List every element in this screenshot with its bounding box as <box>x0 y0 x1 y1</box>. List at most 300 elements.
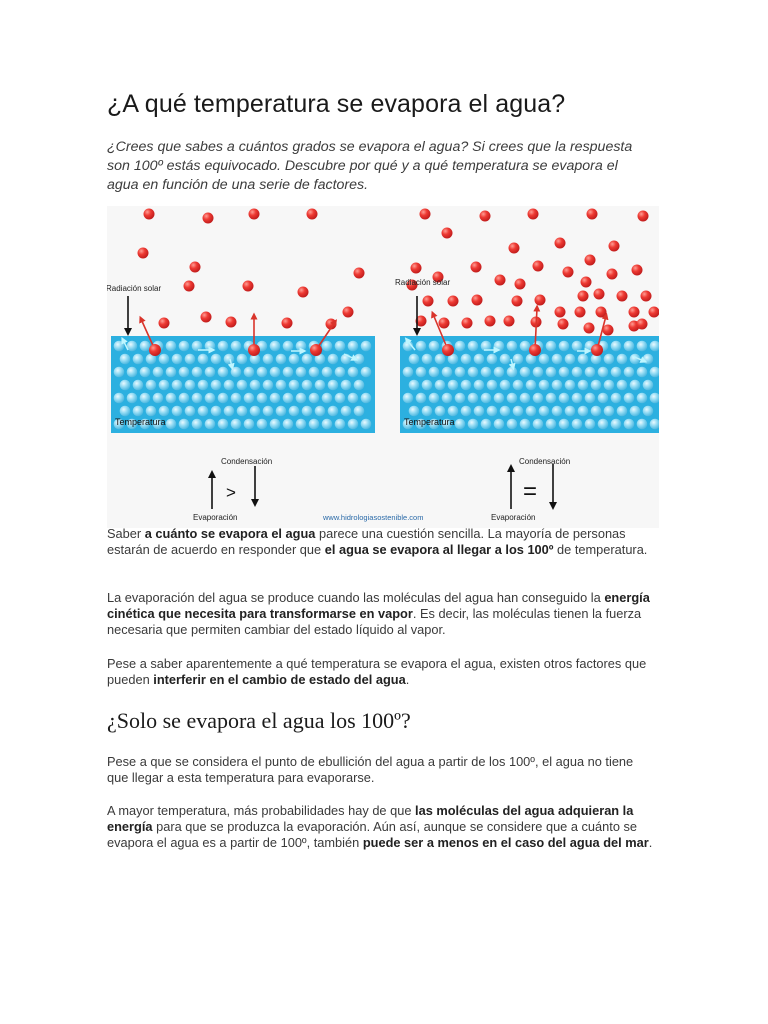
water-molecule <box>244 419 255 430</box>
water-molecule <box>546 419 557 430</box>
water-molecule <box>185 380 196 391</box>
water-molecule <box>507 393 518 404</box>
paragraph-2: La evaporación del agua se produce cuando las moléculas del agua han conseguido la energía cinética que necesita para transformarse en vapor. Es decir, las moléculas tienen la fuerza necesaria que permiten cambiar del estado líquido al vapor. <box>107 590 650 637</box>
vapor-molecule <box>641 291 652 302</box>
water-molecule <box>422 354 433 365</box>
vapor-molecule <box>581 277 592 288</box>
water-molecule <box>513 354 524 365</box>
water-molecule <box>559 419 570 430</box>
water-molecule <box>604 354 615 365</box>
water-molecule <box>487 406 498 417</box>
water-molecule <box>403 367 414 378</box>
vapor-molecule <box>442 228 453 239</box>
water-molecule <box>172 354 183 365</box>
water-molecule <box>309 393 320 404</box>
water-molecule <box>520 419 531 430</box>
water-molecule <box>348 341 359 352</box>
water-molecule <box>552 380 563 391</box>
evaporation-label-left: Evaporación <box>193 513 238 522</box>
water-molecule <box>309 419 320 430</box>
water-molecule <box>539 380 550 391</box>
water-molecule <box>500 380 511 391</box>
comparison-symbol-greater: > <box>226 483 236 502</box>
water-molecule <box>494 393 505 404</box>
water-molecule <box>120 354 131 365</box>
water-molecule <box>520 341 531 352</box>
water-molecule <box>348 367 359 378</box>
water-molecule <box>546 367 557 378</box>
water-molecule <box>513 406 524 417</box>
vapor-molecule <box>515 279 526 290</box>
water-molecule <box>422 380 433 391</box>
water-molecule <box>211 354 222 365</box>
water-molecule <box>140 393 151 404</box>
water-molecule <box>422 406 433 417</box>
water-molecule <box>302 406 313 417</box>
vapor-molecule <box>307 209 318 220</box>
water-molecule <box>179 419 190 430</box>
water-molecule <box>559 367 570 378</box>
water-molecule <box>409 380 420 391</box>
condensation-label-left: Condensación <box>221 457 273 466</box>
water-molecule <box>250 380 261 391</box>
water-molecule <box>500 354 511 365</box>
water-molecule <box>276 354 287 365</box>
vapor-molecule <box>243 281 254 292</box>
water-molecule <box>572 393 583 404</box>
water-molecule <box>468 341 479 352</box>
water-molecule <box>237 354 248 365</box>
water-molecule <box>624 419 635 430</box>
vapor-molecule <box>575 307 586 318</box>
vapor-molecule <box>485 316 496 327</box>
water-molecule <box>153 367 164 378</box>
bold-phrase: puede ser a menos en el caso del agua del mar <box>362 835 649 850</box>
water-molecule <box>198 354 209 365</box>
vapor-molecule <box>420 209 431 220</box>
water-molecule <box>335 341 346 352</box>
vapor-molecule <box>649 307 660 318</box>
escaping-molecule <box>591 344 603 356</box>
water-molecule <box>270 367 281 378</box>
water-molecule <box>133 380 144 391</box>
water-molecule <box>166 419 177 430</box>
water-molecule <box>276 380 287 391</box>
vapor-molecule <box>558 319 569 330</box>
water-molecule <box>481 367 492 378</box>
escaping-molecule <box>529 344 541 356</box>
water-molecule <box>218 393 229 404</box>
evaporation-label-right: Evaporación <box>491 513 536 522</box>
water-molecule <box>166 341 177 352</box>
vapor-molecule <box>637 319 648 330</box>
water-molecule <box>604 380 615 391</box>
page-title: ¿A qué temperatura se evapora el agua? <box>107 90 566 118</box>
paragraph-4: Pese a que se considera el punto de ebullición del agua a partir de los 100º, el agua no tiene que llegar a esta temperatura para evaporarse. <box>107 754 634 785</box>
water-molecule <box>231 393 242 404</box>
water-molecule <box>598 393 609 404</box>
water-molecule <box>494 419 505 430</box>
water-molecule <box>289 380 300 391</box>
water-molecule <box>591 380 602 391</box>
water-molecule <box>328 406 339 417</box>
vapor-molecule <box>629 307 640 318</box>
water-molecule <box>513 380 524 391</box>
water-molecule <box>179 393 190 404</box>
water-molecule <box>257 393 268 404</box>
water-molecule <box>276 406 287 417</box>
water-molecule <box>127 367 138 378</box>
water-molecule <box>637 393 648 404</box>
bold-phrase: a cuánto se evapora el agua <box>144 526 316 541</box>
water-molecule <box>159 380 170 391</box>
water-molecule <box>565 406 576 417</box>
water-molecule <box>526 406 537 417</box>
water-molecule <box>335 367 346 378</box>
water-molecule <box>127 393 138 404</box>
water-molecule <box>643 354 654 365</box>
water-molecule <box>598 419 609 430</box>
vapor-molecule <box>354 268 365 279</box>
water-molecule <box>224 354 235 365</box>
water-molecule <box>231 341 242 352</box>
water-molecule <box>114 367 125 378</box>
vapor-molecule <box>609 241 620 252</box>
vapor-molecule <box>249 209 260 220</box>
water-molecule <box>617 354 628 365</box>
water-molecule <box>487 354 498 365</box>
vapor-molecule <box>535 295 546 306</box>
water-molecule <box>348 419 359 430</box>
water-molecule <box>585 393 596 404</box>
water-molecule <box>520 393 531 404</box>
water-molecule <box>120 380 131 391</box>
water-molecule <box>539 354 550 365</box>
water-molecule <box>211 406 222 417</box>
vapor-molecule <box>448 296 459 307</box>
water-molecule <box>572 419 583 430</box>
bold-phrase: el agua se evapora al llegar a los 100º <box>324 542 554 557</box>
vapor-molecule <box>596 307 607 318</box>
vapor-molecule <box>439 318 450 329</box>
water-molecule <box>409 406 420 417</box>
water-molecule <box>114 393 125 404</box>
vapor-molecule <box>555 238 566 249</box>
vapor-molecule <box>298 287 309 298</box>
water-molecule <box>341 406 352 417</box>
water-molecule <box>624 367 635 378</box>
water-molecule <box>283 419 294 430</box>
water-molecule <box>572 341 583 352</box>
water-molecule <box>494 367 505 378</box>
water-molecule <box>192 367 203 378</box>
water-molecule <box>507 341 518 352</box>
water-molecule <box>416 341 427 352</box>
vapor-molecule <box>512 296 523 307</box>
vapor-molecule <box>495 275 506 286</box>
water-molecule <box>185 354 196 365</box>
water-molecule <box>341 380 352 391</box>
water-molecule <box>435 406 446 417</box>
water-molecule <box>565 380 576 391</box>
escaping-molecule <box>149 344 161 356</box>
water-molecule <box>322 419 333 430</box>
paragraph-5: A mayor temperatura, más probabilidades hay de que las moléculas del agua adquieran la energía para que se produzca la evaporación. Aún así, aunque se considere que a cuánto se evapora el agua es a partir de 100º, también puede ser a menos en el caso del agua del mar. <box>107 803 653 850</box>
water-molecule <box>520 367 531 378</box>
water-molecule <box>296 341 307 352</box>
water-molecule <box>315 380 326 391</box>
water-molecule <box>455 419 466 430</box>
vapor-molecule <box>159 318 170 329</box>
water-molecule <box>361 419 372 430</box>
water-molecule <box>335 393 346 404</box>
water-molecule <box>289 406 300 417</box>
water-molecule <box>192 419 203 430</box>
temperature-label-left: Temperatura <box>115 417 166 427</box>
water-molecule <box>237 406 248 417</box>
water-molecule <box>455 393 466 404</box>
vapor-molecule <box>282 318 293 329</box>
vapor-molecule <box>411 263 422 274</box>
water-molecule <box>218 419 229 430</box>
water-molecule <box>481 393 492 404</box>
water-molecule <box>546 341 557 352</box>
water-molecule <box>231 419 242 430</box>
water-molecule <box>448 406 459 417</box>
vapor-molecule <box>632 265 643 276</box>
water-molecule <box>461 354 472 365</box>
water-molecule <box>237 380 248 391</box>
water-molecule <box>322 341 333 352</box>
water-molecule <box>140 341 151 352</box>
vapor-molecule <box>563 267 574 278</box>
vapor-molecule <box>423 296 434 307</box>
water-molecule <box>205 393 216 404</box>
water-molecule <box>159 406 170 417</box>
water-molecule <box>328 354 339 365</box>
water-molecule <box>500 406 511 417</box>
water-molecule <box>617 406 628 417</box>
escaping-molecule <box>442 344 454 356</box>
vapor-molecule <box>533 261 544 272</box>
water-molecule <box>354 406 365 417</box>
water-molecule <box>198 406 209 417</box>
evaporation-diagram <box>107 206 659 528</box>
solar-radiation-label-right: Radiación solar <box>395 278 451 287</box>
bold-phrase: interferir en el cambio de estado del agua <box>153 672 406 687</box>
intro-paragraph: ¿Crees que sabes a cuántos grados se evapora el agua? Si crees que la respuesta son 100º estás equivocado. Descubre por qué y a qué temperatura se evapora el agua en función de una serie de factores. <box>107 139 633 193</box>
water-molecule <box>159 354 170 365</box>
water-molecule <box>409 354 420 365</box>
water-molecule <box>578 380 589 391</box>
water-molecule <box>630 380 641 391</box>
water-molecule <box>611 393 622 404</box>
water-molecule <box>578 354 589 365</box>
water-molecule <box>468 393 479 404</box>
water-molecule <box>257 367 268 378</box>
water-molecule <box>487 380 498 391</box>
water-molecule <box>448 380 459 391</box>
water-molecule <box>283 367 294 378</box>
water-molecule <box>270 341 281 352</box>
escaping-molecule <box>248 344 260 356</box>
water-molecule <box>429 393 440 404</box>
water-molecule <box>354 354 365 365</box>
water-molecule <box>120 406 131 417</box>
vapor-molecule <box>555 307 566 318</box>
bold-phrase: las moléculas del agua adquieran la energía <box>107 803 634 834</box>
vapor-molecule <box>144 209 155 220</box>
water-molecule <box>643 380 654 391</box>
water-molecule <box>244 367 255 378</box>
water-molecule <box>455 341 466 352</box>
water-molecule <box>361 341 372 352</box>
water-molecule <box>637 367 648 378</box>
water-molecule <box>140 367 151 378</box>
water-molecule <box>435 380 446 391</box>
water-molecule <box>533 393 544 404</box>
vapor-molecule <box>203 213 214 224</box>
water-molecule <box>468 419 479 430</box>
vapor-molecule <box>462 318 473 329</box>
water-molecule <box>250 406 261 417</box>
water-molecule <box>474 354 485 365</box>
vapor-molecule <box>638 211 649 222</box>
water-molecule <box>643 406 654 417</box>
water-molecule <box>474 406 485 417</box>
water-molecule <box>481 419 492 430</box>
water-molecule <box>442 393 453 404</box>
water-molecule <box>114 341 125 352</box>
water-molecule <box>361 393 372 404</box>
water-molecule <box>578 406 589 417</box>
water-molecule <box>435 354 446 365</box>
water-molecule <box>205 367 216 378</box>
water-molecule <box>133 406 144 417</box>
water-molecule <box>348 393 359 404</box>
water-molecule <box>302 354 313 365</box>
water-molecule <box>559 393 570 404</box>
water-molecule <box>296 419 307 430</box>
water-molecule <box>611 341 622 352</box>
water-molecule <box>335 419 346 430</box>
water-molecule <box>468 367 479 378</box>
water-molecule <box>585 419 596 430</box>
water-molecule <box>624 393 635 404</box>
water-molecule <box>455 367 466 378</box>
vapor-molecule <box>578 291 589 302</box>
vapor-molecule <box>587 209 598 220</box>
vapor-molecule <box>603 325 614 336</box>
water-molecule <box>257 419 268 430</box>
water-molecule <box>263 354 274 365</box>
water-molecule <box>322 367 333 378</box>
water-molecule <box>185 406 196 417</box>
vapor-molecule <box>607 269 618 280</box>
water-molecule <box>224 406 235 417</box>
water-molecule <box>624 341 635 352</box>
water-molecule <box>617 380 628 391</box>
water-molecule <box>361 367 372 378</box>
water-molecule <box>611 419 622 430</box>
vapor-molecule <box>343 307 354 318</box>
water-molecule <box>315 406 326 417</box>
water-molecule <box>559 341 570 352</box>
water-molecule <box>322 393 333 404</box>
water-molecule <box>507 367 518 378</box>
vapor-molecule <box>190 262 201 273</box>
water-molecule <box>172 380 183 391</box>
water-molecule <box>179 341 190 352</box>
bold-phrase: energía cinética que necesita para transformarse en vapor <box>107 590 650 621</box>
vapor-molecule <box>471 262 482 273</box>
water-molecule <box>611 367 622 378</box>
water-molecule <box>461 380 472 391</box>
water-molecule <box>416 367 427 378</box>
evaporation-figure <box>107 206 659 528</box>
vapor-molecule <box>617 291 628 302</box>
water-molecule <box>591 406 602 417</box>
water-molecule <box>270 393 281 404</box>
water-molecule <box>211 380 222 391</box>
water-molecule <box>572 367 583 378</box>
water-molecule <box>585 367 596 378</box>
water-molecule <box>474 380 485 391</box>
water-molecule <box>153 393 164 404</box>
water-molecule <box>565 354 576 365</box>
water-molecule <box>198 380 209 391</box>
water-molecule <box>354 380 365 391</box>
water-molecule <box>166 367 177 378</box>
water-molecule <box>552 406 563 417</box>
water-molecule <box>244 393 255 404</box>
vapor-molecule <box>585 255 596 266</box>
water-molecule <box>283 393 294 404</box>
comparison-symbol-equal: = <box>523 478 538 505</box>
water-molecule <box>328 380 339 391</box>
water-molecule <box>231 367 242 378</box>
water-molecule <box>146 380 157 391</box>
water-molecule <box>270 419 281 430</box>
water-molecule <box>218 367 229 378</box>
water-molecule <box>429 367 440 378</box>
water-molecule <box>552 354 563 365</box>
vapor-molecule <box>509 243 520 254</box>
solar-radiation-label-left: Radiación solar <box>107 284 162 293</box>
water-molecule <box>630 406 641 417</box>
water-molecule <box>403 393 414 404</box>
vapor-molecule <box>584 323 595 334</box>
water-molecule <box>637 419 648 430</box>
water-molecule <box>637 341 648 352</box>
vapor-molecule <box>184 281 195 292</box>
water-molecule <box>533 367 544 378</box>
vapor-molecule <box>226 317 237 328</box>
water-molecule <box>146 406 157 417</box>
source-url: www.hidrologiasostenible.com <box>323 513 424 522</box>
condensation-label-right: Condensación <box>519 457 571 466</box>
vapor-molecule <box>472 295 483 306</box>
vapor-molecule <box>480 211 491 222</box>
paragraph-1: Saber a cuánto se evapora el agua parece una cuestión sencilla. La mayoría de personas estarán de acuerdo en responder que el agua se evapora al llegar a los 100º de temperatura. <box>107 526 648 557</box>
water-molecule <box>507 419 518 430</box>
water-molecule <box>263 406 274 417</box>
water-molecule <box>133 354 144 365</box>
water-molecule <box>442 367 453 378</box>
water-molecule <box>192 393 203 404</box>
water-molecule <box>429 341 440 352</box>
water-molecule <box>218 341 229 352</box>
